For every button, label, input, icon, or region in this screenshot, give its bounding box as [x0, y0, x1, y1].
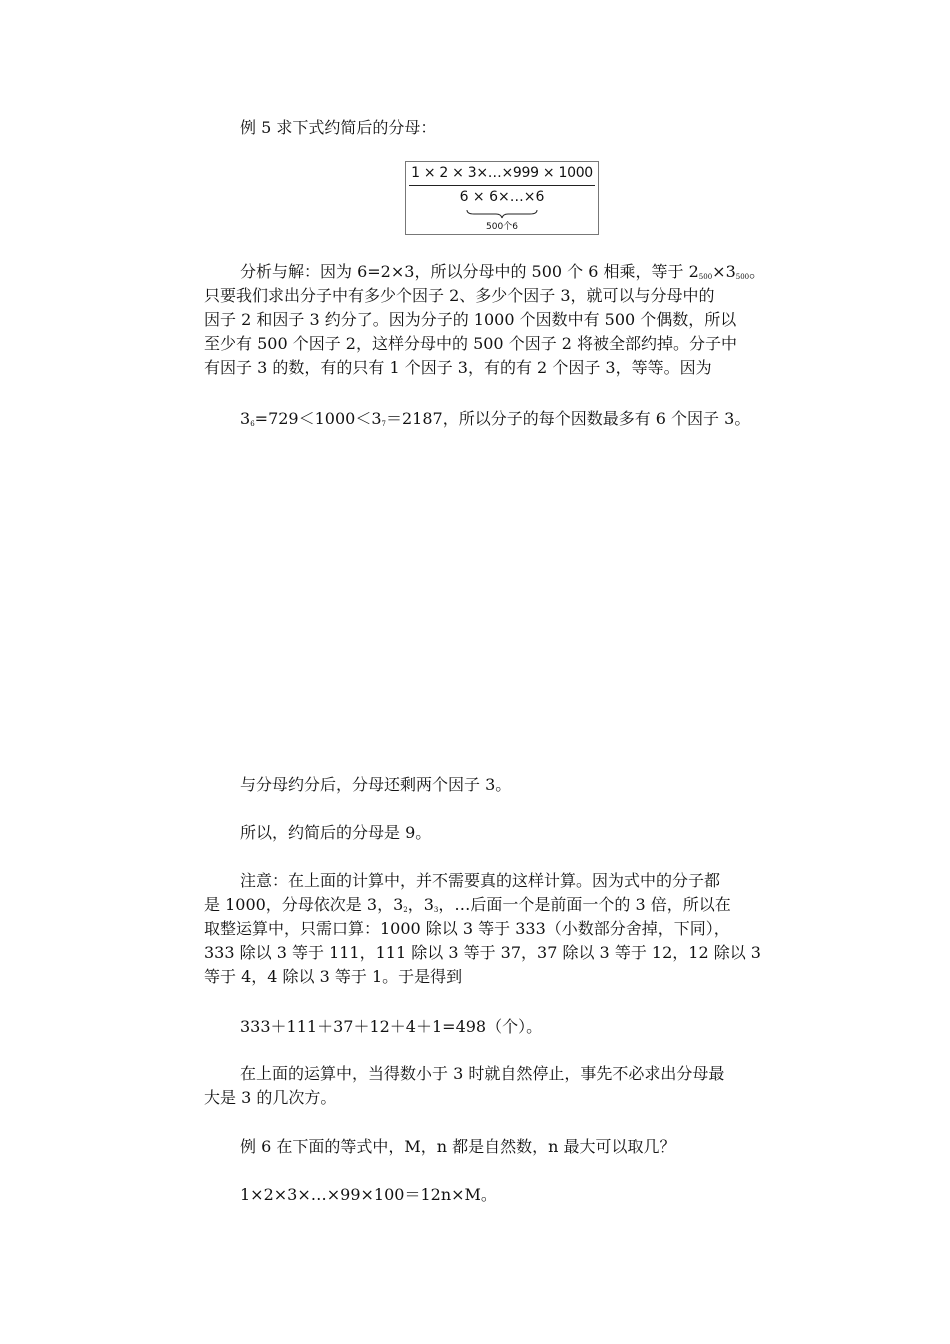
- power-inequality-line: $3_6=729<1000<3_7=2187$，所以分子的每个因数最多有 6 个因子 3。: [240, 409, 751, 428]
- example-6-equation: 1×2×3×…×99×100＝12n×M。: [240, 1185, 497, 1204]
- remark-line-1: 在上面的运算中，当得数小于 3 时就自然停止，事先不必求出分母最: [240, 1064, 725, 1083]
- note-line-5: 等于 4，4 除以 3 等于 1。于是得到: [204, 967, 463, 986]
- underbrace-label: 500个6: [486, 222, 518, 232]
- analysis-line-5: 有因子 3 的数，有的只有 1 个因子 3，有的有 2 个因子 3，等等。因为: [204, 358, 712, 377]
- sum-line: 333＋111＋37＋12＋4＋1=498（个）。: [240, 1017, 543, 1036]
- note-line-3: 取整运算中，只需口算：1000 除以 3 等于 333（小数部分舍掉，下同），: [204, 919, 730, 938]
- fraction-bar: [409, 185, 595, 186]
- example-6-title: 例 6 在下面的等式中，M，n 都是自然数，n 最大可以取几？: [240, 1137, 676, 1156]
- fraction-numerator: 1 × 2 × 3×…×999 × 1000: [411, 165, 593, 181]
- after-reduction-paragraph: 与分母约分后，分母还剩两个因子 3。: [240, 775, 512, 794]
- remark-line-2: 大是 3 的几次方。: [204, 1088, 337, 1107]
- fraction-formula: [405, 161, 599, 235]
- note-line-4: 333 除以 3 等于 111，111 除以 3 等于 37，37 除以 3 等于 12，12 除以 3: [204, 943, 761, 962]
- result-paragraph: 所以，约简后的分母是 9。: [240, 823, 432, 842]
- analysis-line-3: 因子 2 和因子 3 约分了。因为分子的 1000 个因数中有 500 个偶数，所以: [204, 310, 737, 329]
- underbrace-icon: [466, 209, 538, 219]
- note-line-2: 是 1000，分母依次是 3，$3_2$，$3_3$，…后面一个是前面一个的 3 倍，所以在: [204, 895, 731, 914]
- analysis-line-1: 分析与解：因为 6=2×3，所以分母中的 500 个 6 相乘，等于 $2_{500}\times 3_{500}$。: [240, 262, 766, 281]
- fraction-denominator: 6 × 6×…×6: [459, 189, 545, 205]
- analysis-line-2: 只要我们求出分子中有多少个因子 2、多少个因子 3，就可以与分母中的: [204, 286, 715, 305]
- note-line-1: 注意：在上面的计算中，并不需要真的这样计算。因为式中的分子都: [240, 871, 721, 890]
- analysis-line-4: 至少有 500 个因子 2，这样分母中的 500 个因子 2 将被全部约掉。分子中: [204, 334, 738, 353]
- example-5-title: 例 5 求下式约简后的分母：: [240, 118, 437, 137]
